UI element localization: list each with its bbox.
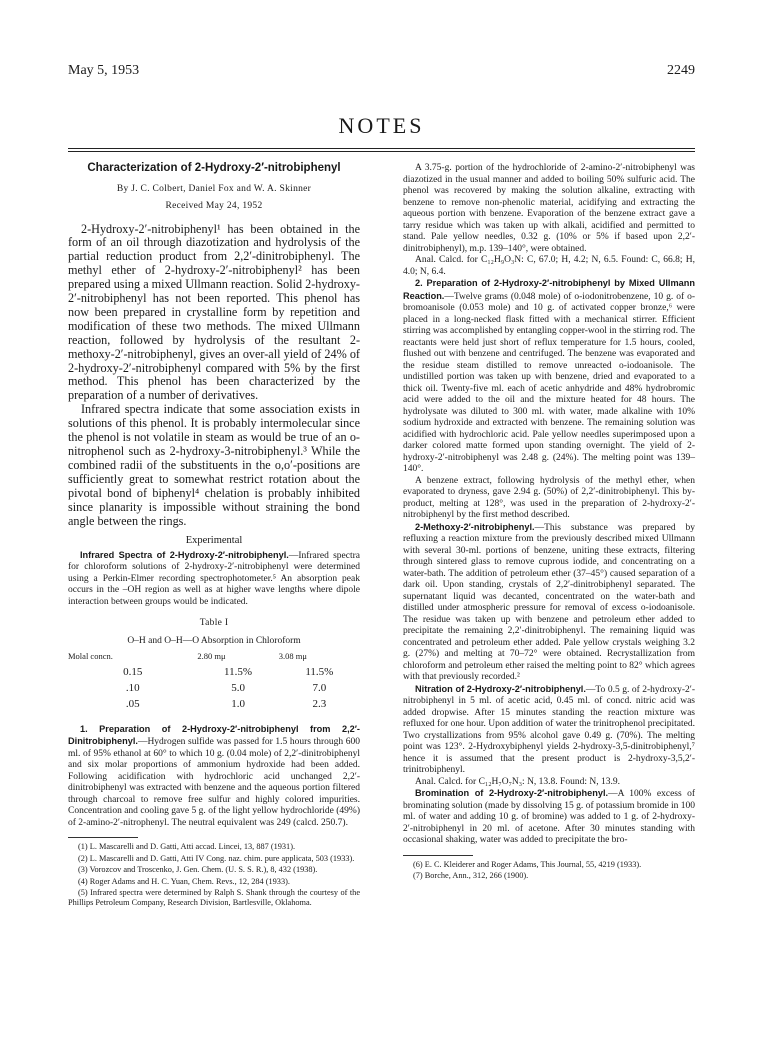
- ir-text: —Infrared spectra for chloroform solutions of 2-hydroxy-2′-nitrobiphenyl were determined using a Perkin-Elmer recording spectrophotometer.⁵ An absorption peak occurs in the –OH region as well as at higher wave lengths where dipole interaction between groups would be indicated.: [68, 550, 360, 607]
- received-date: Received May 24, 1952: [165, 201, 263, 211]
- ir-paragraph: [68, 550, 360, 609]
- table-cell: .05: [125, 697, 140, 710]
- footnote: (1) L. Mascarelli and D. Gatti, Atti accad. Lincei, 13, 887 (1931).: [78, 842, 296, 852]
- nitration-text: —To 0.5 g. of 2-hydroxy-2′-nitrobiphenyl in 5 ml. of acetic acid, 0.45 ml. of concd. nitric acid was added dropwise. After 15 minutes standing the reaction mixture was refluxed for one hour. Upon addition of water the trinitrophenol precipitated. Two crystallizations from 95% alcohol gave 0.49 g. (70%). The melting point was 123°. 2-Hydroxybiphenyl yields 2-hydroxy-3,5-dinitrobiphenyl,⁷ hence it is assumed that the present product is 2-hydroxy-3,5,2′-trinitrobiphenyl.: [403, 684, 695, 775]
- running-date: May 5, 1953: [68, 63, 140, 78]
- prep2-text: —Twelve grams (0.048 mole) of o-iodonitrobenzene, 10 g. of o-bromoanisole (0.053 mole) and 10 g. of activated copper bronze,⁶ were placed in a long-necked flask fitted with a mechanical stirrer. Efficient stirring was accomplished by entangling copper-wool in the stirring rod. The reactants were held just short of reflux temperature for 1.5 hours, cooled, flushed out with benzene and centrifuged. The benzene was evaporated and the residue steam distilled to remove unreacted o-iodoanisole. The undistilled portion was taken up with benzene, dried and evaporated to a thick oil. Twenty-five ml. each of acetic anhydride and 48% hydrobromic acid were added to the oil and the mixture heated for 48 hours. The hydrolysate was diluted to 300 ml. with water, made alkaline with 10% sodium hydroxide and extracted with benzene. The remaining solution was acidified with hydrochloric acid. Pale yellow needles superimposed upon a darker colored matte formed upon standing overnight. The yield of 2-hydroxy-2′-nitrobiphenyl was 2.48 g. (24%). The melting point was 139–140°.: [403, 291, 695, 474]
- table-cell: 11.5%: [224, 665, 253, 678]
- footnote: (5) Infrared spectra were determined by Ralph S. Shank through the courtesy of the Phillips Petroleum Company, Research Division, Bartlesville, Oklahoma.: [68, 888, 360, 908]
- analysis-line: Anal. Calcd. for C₁₂H₇O₇N₃: N, 13.8. Found: N, 13.9.: [415, 776, 620, 787]
- experimental-heading: Experimental: [185, 535, 243, 547]
- methoxy-paragraph: [403, 522, 695, 684]
- methoxy-text: —This substance was prepared by refluxing a reaction mixture from the previously described mixed Ullmann with several 30-ml. portions of benzene, uniting these extracts, filtering through sintered glass to remove cuprous iodide, and concentrating on a water-bath. The addition of petroleum ether (37–45°) caused separation of a dark oil. Upon standing, crystals of 2,2′-dinitrobiphenyl separated. The supernatant liquid was decanted, concentrated on the water-bath and distilled under atmospheric pressure for removal of excess o-iodoanisole. The residue was taken up with benzene and petroleum ether added to precipitate the remaining 2,2′-dinitrobiphenyl. The remaining liquid was concentrated and petroleum ether added. Pale yellow crystals weighing 3.2 g. (27%) and melting at 70–72° were obtained. Recrystallization from chloroform and petroleum ether raised the melting point to 82° which agrees with that previously recorded.²: [403, 522, 695, 682]
- methoxy-heading: 2-Methoxy-2′-nitrobiphenyl.: [415, 521, 535, 532]
- absorption-table: [68, 650, 360, 712]
- table-header-cell: Molal concn.: [68, 651, 113, 662]
- nitration-paragraph: [403, 684, 695, 777]
- table-header-cell: 2.80 mμ: [197, 651, 226, 662]
- prep1-paragraph: [68, 724, 360, 830]
- bromination-text: —A 100% excess of brominating solution (made by dissolving 15 g. of potassium bromide in 100 ml. of water and adding 10 g. of bromine) was added to 1 g. of 2-hydroxy-2′-nitrobiphenyl in 20 ml. of acetone. After 30 minutes standing with occasional shaking, water was added to precipitate the bro-: [403, 789, 695, 845]
- footnote: (4) Roger Adams and H. C. Yuan, Chem. Revs., 12, 284 (1933).: [78, 876, 290, 886]
- table-cell: 2.3: [312, 697, 327, 710]
- page-number: 2249: [667, 63, 695, 78]
- footnote: (7) Borche, Ann., 312, 266 (1900).: [413, 870, 529, 880]
- intro-paragraph: Infrared spectra indicate that some association exists in solutions of this phenol. It is probably intermolecular since the phenol is not volatile in steam as would be true of an o-nitrophenol such as 2-hydroxy-3-nitrobiphenyl.³ While the combined radii of the substituents in the o,o′-positions are sufficiently great to somewhat restrict rotation about the pivotal bond of biphenyl⁴ chelation is probably inhibited since planarity is impossible without straining the bond angle between the rings.: [68, 402, 360, 528]
- table-row: [68, 696, 360, 712]
- footnote-rule: [68, 837, 138, 838]
- table-header-cell: 3.08 mμ: [278, 651, 307, 662]
- prep2-paragraph: [403, 278, 695, 476]
- bromination-heading: Bromination of 2-Hydroxy-2′-nitrobiphenyl.: [415, 788, 609, 798]
- table-cell: 0.15: [123, 665, 143, 678]
- benzene-paragraph: A benzene extract, following hydrolysis of the methyl ether, when evaporated to dryness, gave 2.94 g. (50%) of 2,2′-dinitrobiphenyl. This by-product, melting at 128°, was used in the preparation of 2-hydroxy-2′-nitrobiphenyl by the first method described.: [403, 475, 695, 520]
- footnote: (3) Vorozcov and Troscenko, J. Gen. Chem. (U. S. S. R.), 8, 432 (1938).: [78, 865, 318, 875]
- bromination-paragraph: [403, 788, 695, 847]
- ir-heading: Infrared Spectra of 2-Hydroxy-2′-nitrobiphenyl.: [80, 549, 289, 560]
- footnote: (2) L. Mascarelli and D. Gatti, Atti IV Cong. naz. chim. pure applicata, 503 (1933).: [78, 853, 355, 863]
- nitration-heading: Nitration of 2-Hydroxy-2′-nitrobiphenyl.: [415, 683, 586, 694]
- article-title: Characterization of 2-Hydroxy-2′-nitrobiphenyl: [87, 162, 341, 174]
- table-row: [68, 680, 360, 696]
- table-cell: .10: [125, 681, 140, 694]
- right-column: [403, 163, 695, 882]
- left-column: [68, 163, 360, 910]
- table-header-row: [68, 650, 360, 664]
- table-row: [68, 664, 360, 680]
- prep1-text: —Hydrogen sulfide was passed for 1.5 hours through 600 ml. of 95% ethanol at 60° to which 10 g. (0.04 mole) of 2,2′-dinitrobiphenyl and six molar proportions of ammonium hydroxide had been added. Following acidification with hydrochloric acid unchanged 2,2′-dinitrobiphenyl was extracted with benzene and the aqueous portion filtered through charcoal to remove free sulfur and highly colored impurities. Concentration and cooling gave 5 g. of the light yellow hydrochloride (49%) of 2-amino-2′-nitrophenyl. The neutral equivalent was 249 (calcd. 250.7).: [68, 737, 360, 828]
- table-subtitle: O–H and O–H—O Absorption in Chloroform: [127, 635, 301, 646]
- section-rule: [68, 148, 695, 152]
- article-authors: By J. C. Colbert, Daniel Fox and W. A. Skinner: [116, 183, 312, 194]
- analysis-line: Anal. Calcd. for C₁₂H₉O₃N: C, 67.0; H, 4.2; N, 6.5. Found: C, 66.8; H, 4.0; N, 6.4.: [403, 255, 695, 277]
- table-cell: 7.0: [312, 681, 327, 694]
- intro-paragraph: 2-Hydroxy-2′-nitrobiphenyl¹ has been obtained in the form of an oil through diazotization and hydrolysis of the partial reduction product from 2,2′-dinitrobiphenyl. The methyl ether of 2-hydroxy-2′-nitrobiphenyl² has been prepared using a mixed Ullmann reaction. Solid 2-hydroxy-2′-nitrobiphenyl has not been reported. This phenol has now been prepared in crystalline form by repetition and modification of these two methods. The mixed Ullmann reaction, followed by hydrolysis of the resultant 2-methoxy-2′-nitrobiphenyl, gives an over-all yield of 24% of 2-hydroxy-2′-nitrobiphenyl compared with 5% by the first method. This phenol has been characterized by the preparation of a number of derivatives.: [68, 221, 360, 403]
- section-title: NOTES: [338, 113, 425, 138]
- diazotization-paragraph: A 3.75-g. portion of the hydrochloride of 2-amino-2′-nitrobiphenyl was diazotized in the usual manner and added to boiling 50% sulfuric acid. The phenol was recovered by making the solution alkaline, extracting with benzene to remove non-phenolic material, acidifying and extracting the aqueous portion with benzene. Evaporation of the benzene extract gave a tarry residue which was taken up with alkali, acidified and permitted to stand. Pale yellow needles, 0.32 g. (10% or 5% if based upon 2,2′-dinitrobiphenyl), m.p. 139–140°, were obtained.: [403, 163, 695, 254]
- table-cell: 5.0: [231, 681, 245, 694]
- prep2-heading: 2. Preparation of 2-Hydroxy-2′-nitrobiphenyl by Mixed Ullmann Reaction.: [403, 278, 695, 301]
- table-cell: 1.0: [231, 697, 245, 710]
- table-cell: 11.5%: [305, 665, 334, 678]
- prep1-heading: 1. Preparation of 2-Hydroxy-2′-nitrobiphenyl from 2,2′-Dinitrobiphenyl.: [68, 723, 360, 747]
- table-caption: Table I: [199, 618, 229, 629]
- footnote-rule: [403, 855, 473, 856]
- footnote: (6) E. C. Kleiderer and Roger Adams, This Journal, 55, 4219 (1933).: [413, 859, 642, 869]
